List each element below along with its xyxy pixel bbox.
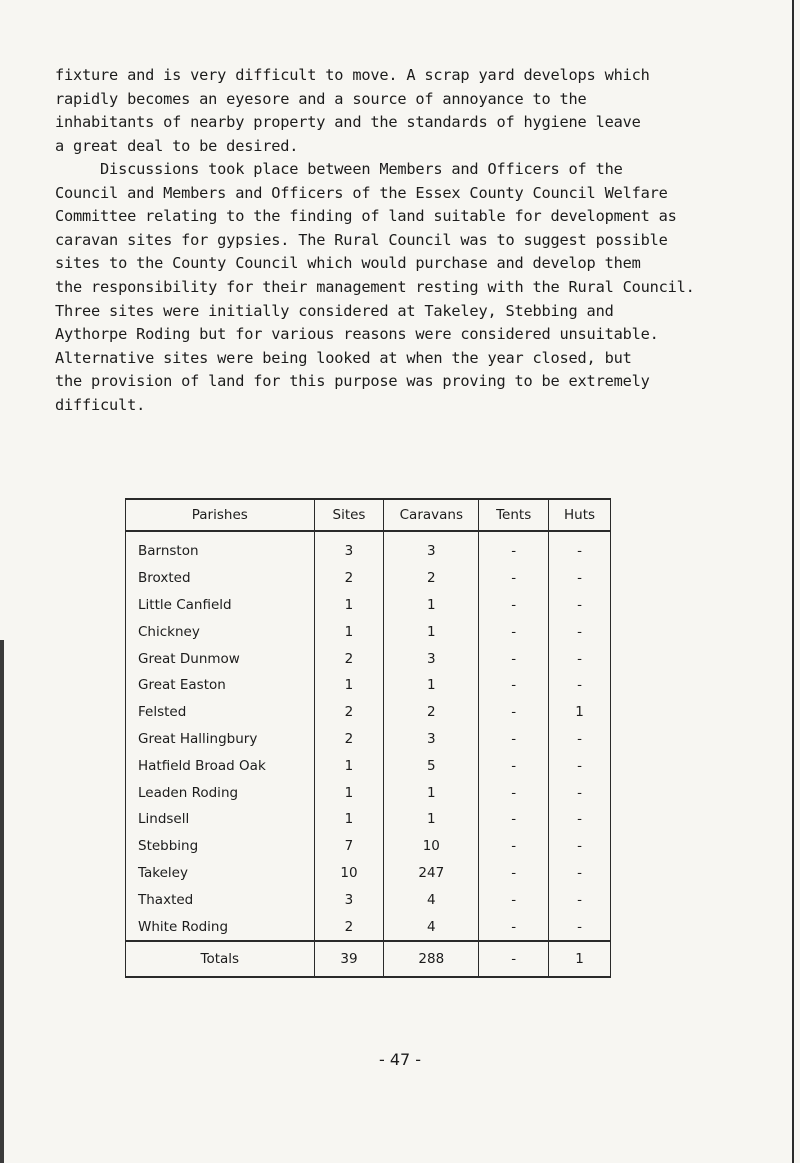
parish-name: Great Easton	[126, 672, 315, 699]
totals-huts: 1	[549, 941, 611, 977]
parish-name: Barnston	[126, 531, 315, 565]
text-line: sites to the County Council which would purchase and develop them	[55, 254, 641, 273]
huts-count: 1	[549, 699, 611, 726]
page-edge-left	[0, 640, 4, 1163]
huts-count: -	[549, 886, 611, 913]
sites-count: 3	[314, 531, 384, 565]
sites-count: 2	[314, 726, 384, 753]
huts-count: -	[549, 752, 611, 779]
page-number: - 47 -	[378, 1050, 422, 1069]
header-sites: Sites	[314, 499, 384, 531]
caravans-count: 1	[384, 672, 479, 699]
caravans-count: 1	[384, 592, 479, 619]
caravans-count: 3	[384, 645, 479, 672]
parish-name: Leaden Roding	[126, 779, 315, 806]
text-line: inhabitants of nearby property and the standards of hygiene leave	[55, 113, 641, 132]
huts-count: -	[549, 565, 611, 592]
caravans-count: 10	[384, 833, 479, 860]
caravans-count: 2	[384, 565, 479, 592]
caravans-count: 3	[384, 726, 479, 753]
text-line: Three sites were initially considered at Takeley, Stebbing and	[55, 301, 614, 320]
tents-count: -	[479, 913, 549, 941]
tents-count: -	[479, 672, 549, 699]
totals-row	[126, 941, 611, 977]
table-body	[126, 531, 611, 941]
huts-count: -	[549, 726, 611, 753]
parish-name: White Roding	[126, 913, 315, 941]
tents-count: -	[479, 618, 549, 645]
parish-name: Felsted	[126, 699, 315, 726]
sites-count: 1	[314, 592, 384, 619]
tents-count: -	[479, 565, 549, 592]
parish-name: Chickney	[126, 618, 315, 645]
huts-count: -	[549, 672, 611, 699]
tents-count: -	[479, 592, 549, 619]
parish-name: Broxted	[126, 565, 315, 592]
totals-label: Totals	[126, 941, 315, 977]
table-row	[126, 699, 611, 726]
caravans-count: 1	[384, 618, 479, 645]
totals-sites: 39	[314, 941, 384, 977]
caravans-count: 5	[384, 752, 479, 779]
caravans-count: 2	[384, 699, 479, 726]
parish-name: Stebbing	[126, 833, 315, 860]
huts-count: -	[549, 531, 611, 565]
table-row	[126, 726, 611, 753]
text-line: Discussions took place between Members and Officers of the	[55, 160, 623, 178]
paragraph-2	[55, 158, 775, 418]
table-row	[126, 565, 611, 592]
header-huts: Huts	[549, 499, 611, 531]
table-row	[126, 531, 611, 565]
tents-count: -	[479, 860, 549, 887]
paragraph-1	[55, 64, 775, 158]
caravans-count: 247	[384, 860, 479, 887]
sites-count: 2	[314, 565, 384, 592]
tents-count: -	[479, 779, 549, 806]
tents-count: -	[479, 752, 549, 779]
caravans-count: 4	[384, 913, 479, 941]
parish-name: Great Hallingbury	[126, 726, 315, 753]
table-row	[126, 886, 611, 913]
caravans-count: 4	[384, 886, 479, 913]
sites-count: 1	[314, 752, 384, 779]
table-row	[126, 833, 611, 860]
parish-name: Lindsell	[126, 806, 315, 833]
header-tents: Tents	[479, 499, 549, 531]
table-row	[126, 806, 611, 833]
text-line: the responsibility for their management resting with the Rural Council.	[55, 277, 695, 296]
parish-name: Great Dunmow	[126, 645, 315, 672]
header-parishes: Parishes	[126, 499, 315, 531]
text-line: fixture and is very difficult to move. A scrap yard develops which	[55, 66, 650, 84]
table-row	[126, 645, 611, 672]
huts-count: -	[549, 913, 611, 941]
text-line: rapidly becomes an eyesore and a source of annoyance to the	[55, 89, 587, 108]
page-edge-right	[792, 0, 794, 1163]
table-header-row	[126, 499, 611, 531]
sites-count: 1	[314, 618, 384, 645]
huts-count: -	[549, 806, 611, 833]
parish-name: Hatfield Broad Oak	[126, 752, 315, 779]
table-row	[126, 618, 611, 645]
huts-count: -	[549, 833, 611, 860]
caravans-count: 3	[384, 531, 479, 565]
text-line: Alternative sites were being looked at when the year closed, but	[55, 348, 632, 367]
sites-count: 1	[314, 672, 384, 699]
table-row	[126, 779, 611, 806]
sites-count: 1	[314, 779, 384, 806]
parish-name: Thaxted	[126, 886, 315, 913]
huts-count: -	[549, 618, 611, 645]
text-line: Committee relating to the finding of land suitable for development as	[55, 207, 677, 226]
tents-count: -	[479, 699, 549, 726]
text-line: difficult.	[55, 395, 146, 414]
header-caravans: Caravans	[384, 499, 479, 531]
huts-count: -	[549, 779, 611, 806]
totals-tents: -	[479, 941, 549, 977]
sites-count: 2	[314, 699, 384, 726]
tents-count: -	[479, 833, 549, 860]
text-line: Aythorpe Roding but for various reasons were considered unsuitable.	[55, 325, 659, 344]
sites-count: 10	[314, 860, 384, 887]
table-row	[126, 860, 611, 887]
tents-count: -	[479, 726, 549, 753]
totals-caravans: 288	[384, 941, 479, 977]
parish-name: Takeley	[126, 860, 315, 887]
tents-count: -	[479, 806, 549, 833]
text-line: a great deal to be desired.	[55, 136, 299, 155]
tents-count: -	[479, 645, 549, 672]
huts-count: -	[549, 645, 611, 672]
caravans-count: 1	[384, 779, 479, 806]
table-row	[126, 672, 611, 699]
huts-count: -	[549, 860, 611, 887]
table-row	[126, 752, 611, 779]
tents-count: -	[479, 886, 549, 913]
text-line: Council and Members and Officers of the Essex County Council Welfare	[55, 183, 668, 202]
sites-count: 1	[314, 806, 384, 833]
sites-count: 2	[314, 645, 384, 672]
caravans-count: 1	[384, 806, 479, 833]
parish-sites-table	[125, 498, 611, 978]
table-row	[126, 913, 611, 941]
sites-count: 7	[314, 833, 384, 860]
text-line: caravan sites for gypsies. The Rural Council was to suggest possible	[55, 230, 668, 249]
text-line: the provision of land for this purpose was proving to be extremely	[55, 372, 650, 391]
tents-count: -	[479, 531, 549, 565]
table-row	[126, 592, 611, 619]
huts-count: -	[549, 592, 611, 619]
parish-name: Little Canfield	[126, 592, 315, 619]
sites-count: 2	[314, 913, 384, 941]
sites-count: 3	[314, 886, 384, 913]
